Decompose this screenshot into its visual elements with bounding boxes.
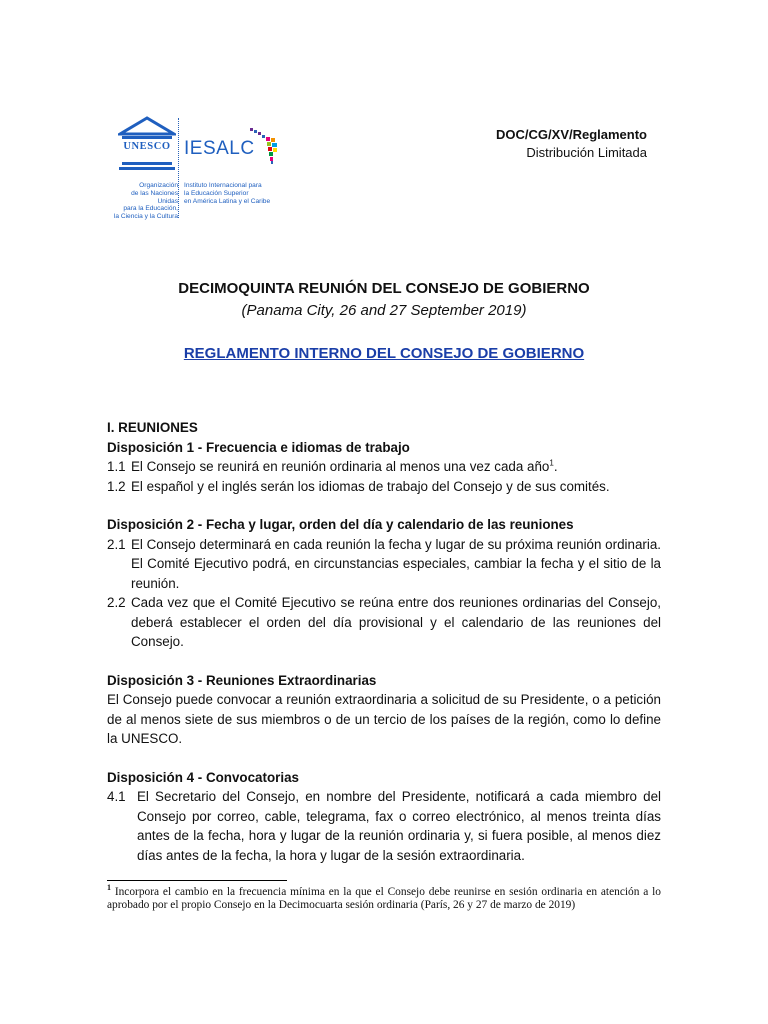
unesco-org-name: Organización de las Naciones Unidas para la Educación, la Ciencia y la Cultura: [113, 182, 178, 221]
provision-2-2: [107, 593, 661, 652]
unesco-iesalc-logo: [113, 96, 308, 236]
footnote: [107, 883, 661, 912]
latin-america-map-icon: [248, 126, 282, 166]
item-text: El español y el inglés serán los idiomas de trabajo del Consejo y de sus comités.: [131, 478, 610, 494]
footnote-text: Incorpora el cambio en la frecuencia mínima en la que el Consejo debe reunirse en sesión ordinaria en atención a lo aprobado por el propio Consejo en la Decimocuarta sesión ordinaria (París, 26 y 27 de marzo de 2019): [107, 886, 661, 911]
item-number: 1.1: [107, 459, 126, 474]
provision-4-title: Disposición 4 - Convocatorias: [107, 769, 299, 785]
footnote-marker: 1: [107, 883, 111, 893]
item-number: 1.2: [107, 478, 126, 494]
provision-3-title: Disposición 3 - Reuniones Extraordinarias: [107, 672, 377, 688]
item-text: El Consejo determinará en cada reunión la fecha y lugar de su próxima reunión ordinaria. El Comité Ejecutivo podrá, en circunstancias especiales, cambiar la fecha y el sitio de la reunión.: [131, 536, 661, 591]
title-block: [0, 278, 768, 365]
item-text: El Secretario del Consejo, en nombre del Presidente, notificará a cada miembro del Consejo por correo, cable, telegrama, fax o correo electrónico, al menos treinta días antes de la fecha, hora y lugar de la reunión ordinaria y, si fuera posible, al menos diez días antes de la fecha, la hora y lugar de la sesión extraordinaria.: [137, 789, 661, 863]
logo-divider: [178, 118, 179, 218]
document-body: [107, 418, 661, 865]
document-code: DOC/CG/XV/Reglamento: [496, 127, 647, 142]
provision-2-1: [107, 535, 661, 594]
item-text: Cada vez que el Comité Ejecutivo se reúna entre dos reuniones ordinarias del Consejo, deberá establecer el orden del día provisional y el calendario de las reuniones del Consejo.: [131, 595, 661, 649]
iesalc-institute-name: Instituto Internacional para la Educación Superior en América Latina y el Caribe: [184, 182, 271, 205]
meeting-subtitle: (Panama City, 26 and 27 September 2019): [241, 302, 527, 319]
provision-4-1: [107, 787, 661, 865]
provision-2-title: Disposición 2 - Fecha y lugar, orden del día y calendario de las reuniones: [107, 517, 574, 532]
iesalc-wordmark: IESALC: [184, 138, 255, 159]
provision-1-title: Disposición 1 - Frecuencia e idiomas de trabajo: [107, 439, 410, 455]
item-number: 2.2: [107, 595, 126, 610]
item-number: 4.1: [107, 789, 126, 804]
regulation-title: REGLAMENTO INTERNO DEL CONSEJO DE GOBIERNO: [183, 345, 585, 362]
unesco-wordmark: UNESCO: [123, 141, 171, 152]
footnote-divider: [107, 880, 287, 881]
item-text: El Consejo se reunirá en reunión ordinaria al menos una vez cada año: [131, 459, 550, 474]
document-reference: [496, 126, 647, 162]
footnote-reference: 1: [549, 458, 554, 468]
provision-3-text: El Consejo puede convocar a reunión extraordinaria a solicitud de su Presidente, o a petición de al menos siete de sus miembros o de un tercio de los países de la región, como lo define la UNESCO.: [107, 692, 661, 746]
provision-1-2: [107, 477, 661, 497]
item-number: 2.1: [107, 536, 126, 552]
distribution-note: Distribución Limitada: [526, 145, 647, 160]
provision-1-1: 1.1 El Consejo se reunirá en reunión ordinaria al menos una vez cada año$^1$.: [107, 457, 661, 477]
unesco-temple-icon: [118, 114, 176, 172]
section-heading: I. REUNIONES: [107, 420, 198, 435]
main-title: DECIMOQUINTA REUNIÓN DEL CONSEJO DE GOBIERNO: [178, 280, 590, 297]
